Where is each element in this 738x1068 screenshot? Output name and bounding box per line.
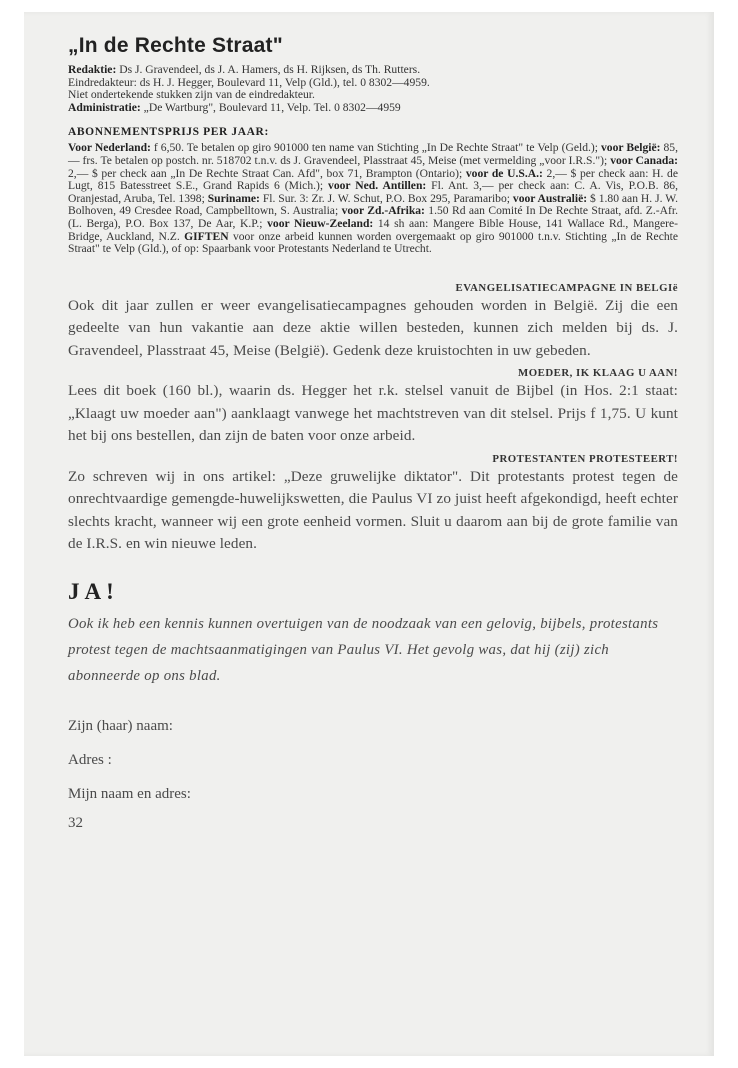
administratie-line xyxy=(68,102,678,115)
field-name: Zijn (haar) naam: xyxy=(68,717,173,734)
antillen-label: voor Ned. Antillen: xyxy=(328,179,427,193)
giften-label: GIFTEN xyxy=(184,229,229,243)
canada-label: voor Canada: xyxy=(610,153,678,167)
article-evangelisatie xyxy=(68,282,678,363)
page-content xyxy=(68,34,678,832)
suriname-text: Fl. Sur. 3: Zr. J. W. Schut, P.O. Box 295, Paramaribo; xyxy=(259,191,513,205)
article-protestanten xyxy=(68,453,678,556)
canada-text: 2,— $ per check aan „In De Rechte Straat Can. Afd", box 71, Brampton (Ontario); xyxy=(68,166,466,180)
ja-section xyxy=(68,579,678,832)
article-heading: PROTESTANTEN PROTESTEERT! xyxy=(492,452,678,465)
giften-text: voor onze arbeid kunnen worden overgemaakt op giro 901000 t.n.v. Stichting „In de Rechte Straat" te Velp (Gld.), of op: Spaarbank voor Protestants Nederland te Utrecht. xyxy=(68,229,678,256)
redaktie-label: Redaktie: xyxy=(68,63,117,76)
page-number: 32 xyxy=(68,814,83,831)
usa-text: 2,— $ per check aan: H. de Lugt, 815 Batesstreet S.E., Grand Rapids 6 (Mich.); xyxy=(68,166,679,193)
note-line: Niet ondertekende stukken zijn van de eindredakteur. xyxy=(68,88,315,102)
administratie-text: „De Wartburg", Boulevard 11, Velp. Tel. 0 8302—4959 xyxy=(140,100,401,114)
australie-label: voor Australië: xyxy=(512,191,588,205)
administratie-label: Administratie: xyxy=(68,100,141,114)
masthead xyxy=(68,64,678,114)
nederland-text: f 6,50. Te betalen op giro 901000 ten name van Stichting „In De Rechte Straat" te Velp (Geld.); xyxy=(150,141,601,155)
suriname-label: Suriname: xyxy=(207,191,260,205)
article-heading: MOEDER, IK KLAAG U AAN! xyxy=(518,367,678,380)
article-heading: EVANGELISATIECAMPAGNE IN BELGIë xyxy=(455,281,678,294)
article-text: Lees dit boek (160 bl.), waarin ds. Hegger het r.k. stelsel vanuit de Bijbel (in Hos. 2:1 staat: „Klaagt uw moeder aan") aanklaagt vanwege het machtstreven van dit stelsel. Prijs f 1,75. U kunt het bij ons bestellen, dan zijn de baten voor onze arbeid. xyxy=(68,382,678,445)
redaktie-line xyxy=(68,64,678,77)
ja-italic-text: Ook ik heb een kennis kunnen overtuigen van de noodzaak van een gelovig, bijbels, protestants protest tegen de machtsaanmatigingen van Paulus VI. Het gevolg was, dat hij (zij) zich abonneerde op ons blad. xyxy=(68,615,659,684)
usa-label: voor de U.S.A.: xyxy=(465,166,543,180)
zafrika-label: voor Zd.-Afrika: xyxy=(341,204,425,218)
australie-text: $ 1.80 aan H. J. W. Bolhoven, 49 Cresdee Road, Campbelltown, S. Australia; xyxy=(68,191,678,218)
magazine-title: „In de Rechte Straat" xyxy=(68,34,283,57)
belgie-label: voor België: xyxy=(601,141,661,155)
belgie-text: 85,— frs. Te betalen op postch. nr. 518702 t.n.v. ds J. Gravendeel, Plasstraat 45, Meise (met vermelding „voor I.R.S."); xyxy=(68,141,678,167)
redaktie-text: Ds J. Gravendeel, ds J. A. Hamers, ds H. Rijksen, ds Th. Rutters. xyxy=(116,63,421,76)
page-sheet xyxy=(24,12,714,1056)
subscription-text xyxy=(68,142,678,255)
article-text: Zo schreven wij in ons artikel: „Deze gruwelijke diktator". Dit protestants protest tegen de onrechtvaardige gemengde-huwelijkswetten, die Paulus VI zo juist heeft afgekondigd, heeft echter slechts kracht, wanneer wij een grote eenheid vormen. Sluit u daarom aan bij de grote familie van de I.R.S. en win nieuwe leden. xyxy=(68,467,678,553)
nederland-label: Voor Nederland: xyxy=(68,141,151,155)
field-address: Adres : xyxy=(68,751,112,768)
article-moeder xyxy=(68,367,678,448)
article-text: Ook dit jaar zullen er weer evangelisatiecampagnes gehouden worden in België. Zij die een gedeelte van hun vakantie aan deze aktie willen besteden, kunnen zich melden bij ds. J. Gravendeel, Plasstraat 45, Meise (België). Gedenk deze kruistochten in uw gebeden. xyxy=(68,296,678,359)
nz-label: voor Nieuw-Zeeland: xyxy=(267,216,374,230)
ja-heading: JA! xyxy=(68,578,119,604)
subscription-heading: ABONNEMENTSPRIJS PER JAAR: xyxy=(68,126,269,139)
antillen-text: Fl. Ant. 3,— per check aan: C. A. Vis, P.O.B. 86, Oranjestad, Aruba, Tel. 1398; xyxy=(68,179,678,205)
eindredakteur-line: Eindredakteur: ds H. J. Hegger, Boulevard 11, Velp (Gld.), tel. 0 8302—4959. xyxy=(68,75,430,89)
nz-text: 14 sh aan: Mangere Bible House, 141 Wallace Rd., Mangere-Bridge, Auckland, N.Z. xyxy=(68,216,679,243)
zafrika-text: 1.50 Rd aan Comité In De Rechte Straat, afd. Z.-Afr. (L. Berga), P.O. Box 137, De Aar, K.P.; xyxy=(68,204,678,230)
field-own: Mijn naam en adres: xyxy=(68,785,191,802)
